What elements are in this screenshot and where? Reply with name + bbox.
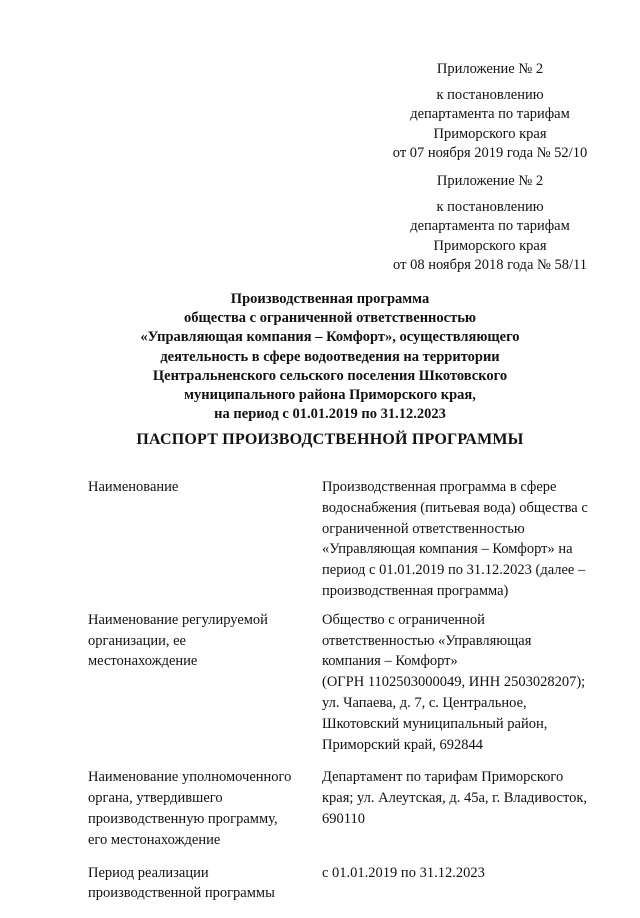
row-value xyxy=(322,610,608,756)
value-line: период с 01.01.2019 по 31.12.2023 (далее – xyxy=(322,562,586,579)
appendix-line: от 08 ноября 2018 года № 58/11 xyxy=(393,257,587,273)
value-line: с 01.01.2019 по 31.12.2023 xyxy=(322,864,485,881)
value-line: ограниченной ответственностью xyxy=(322,520,525,537)
title-line: деятельность в сфере водоотведения на территории xyxy=(160,348,500,365)
label-line: его местонахождение xyxy=(88,831,221,848)
appendix-block-2 xyxy=(370,172,610,276)
value-line: водоснабжения (питьевая вода) общества с xyxy=(322,499,588,516)
label-line: производственной программы xyxy=(88,885,275,902)
appendix-line: к постановлению xyxy=(436,198,544,215)
passport-row-name xyxy=(88,477,608,602)
title-line: Производственная программа xyxy=(230,291,430,307)
label-line: производственную программу, xyxy=(88,810,278,827)
label-line: Наименование уполномоченного xyxy=(88,769,292,786)
appendix-line: к постановлению xyxy=(436,86,544,103)
value-line: Производственная программа в сфере xyxy=(322,479,557,495)
row-label xyxy=(88,863,322,905)
label-line: Наименование xyxy=(88,479,179,495)
value-line: ответственностью «Управляющая xyxy=(322,632,532,649)
label-line: органа, утвердившего xyxy=(88,790,223,807)
label-line: организации, ее xyxy=(88,632,186,649)
passport-row-period xyxy=(88,863,608,905)
row-value xyxy=(322,477,608,602)
appendix-line: департамента по тарифам xyxy=(410,218,570,234)
row-value xyxy=(322,863,608,905)
title-line: общества с ограниченной ответственностью xyxy=(184,310,476,327)
program-title xyxy=(60,290,600,424)
appendix-line: Приморского края xyxy=(433,237,547,254)
row-label xyxy=(88,477,322,602)
value-line: производственная программа) xyxy=(322,582,509,599)
title-line: муниципального района Приморского края, xyxy=(184,387,476,404)
row-value xyxy=(322,767,608,850)
title-line: Центральненского сельского поселения Шкотовского xyxy=(152,367,508,384)
title-line: «Управляющая компания – Комфорт», осуществляющего xyxy=(140,329,520,346)
appendix-line: от 07 ноября 2019 года № 52/10 xyxy=(392,145,588,161)
title-line: на период с 01.01.2019 по 31.12.2023 xyxy=(214,406,446,423)
value-line: ул. Чапаева, д. 7, с. Центральное, xyxy=(322,694,527,711)
value-line: (ОГРН 1102503000049, ИНН 2503028207); xyxy=(322,674,586,691)
appendix-line: Приморского края xyxy=(433,125,547,142)
value-line: Приморский край, 692844 xyxy=(322,736,484,753)
row-label xyxy=(88,610,322,756)
value-line: края; ул. Алеутская, д. 45а, г. Владивосток, xyxy=(322,790,588,807)
value-line: компания – Комфорт» xyxy=(322,653,458,670)
value-line: 690110 xyxy=(322,810,365,827)
appendix-line: департамента по тарифам xyxy=(410,106,570,122)
passport-row-organization xyxy=(88,610,608,756)
passport-heading: ПАСПОРТ ПРОИЗВОДСТВЕННОЙ ПРОГРАММЫ xyxy=(136,431,524,448)
appendix-heading: Приложение № 2 xyxy=(436,173,544,189)
label-line: Период реализации xyxy=(88,864,209,881)
appendix-block-1 xyxy=(370,60,610,164)
value-line: Общество с ограниченной xyxy=(322,611,485,628)
passport-row-authority xyxy=(88,767,608,850)
row-label xyxy=(88,767,322,850)
value-line: «Управляющая компания – Комфорт» на xyxy=(322,541,573,558)
label-line: местонахождение xyxy=(88,653,198,670)
label-line: Наименование регулируемой xyxy=(88,611,268,628)
passport-table xyxy=(88,477,608,918)
value-line: Шкотовский муниципальный район, xyxy=(322,715,548,732)
appendix-heading: Приложение № 2 xyxy=(436,61,544,77)
value-line: Департамент по тарифам Приморского xyxy=(322,769,564,786)
